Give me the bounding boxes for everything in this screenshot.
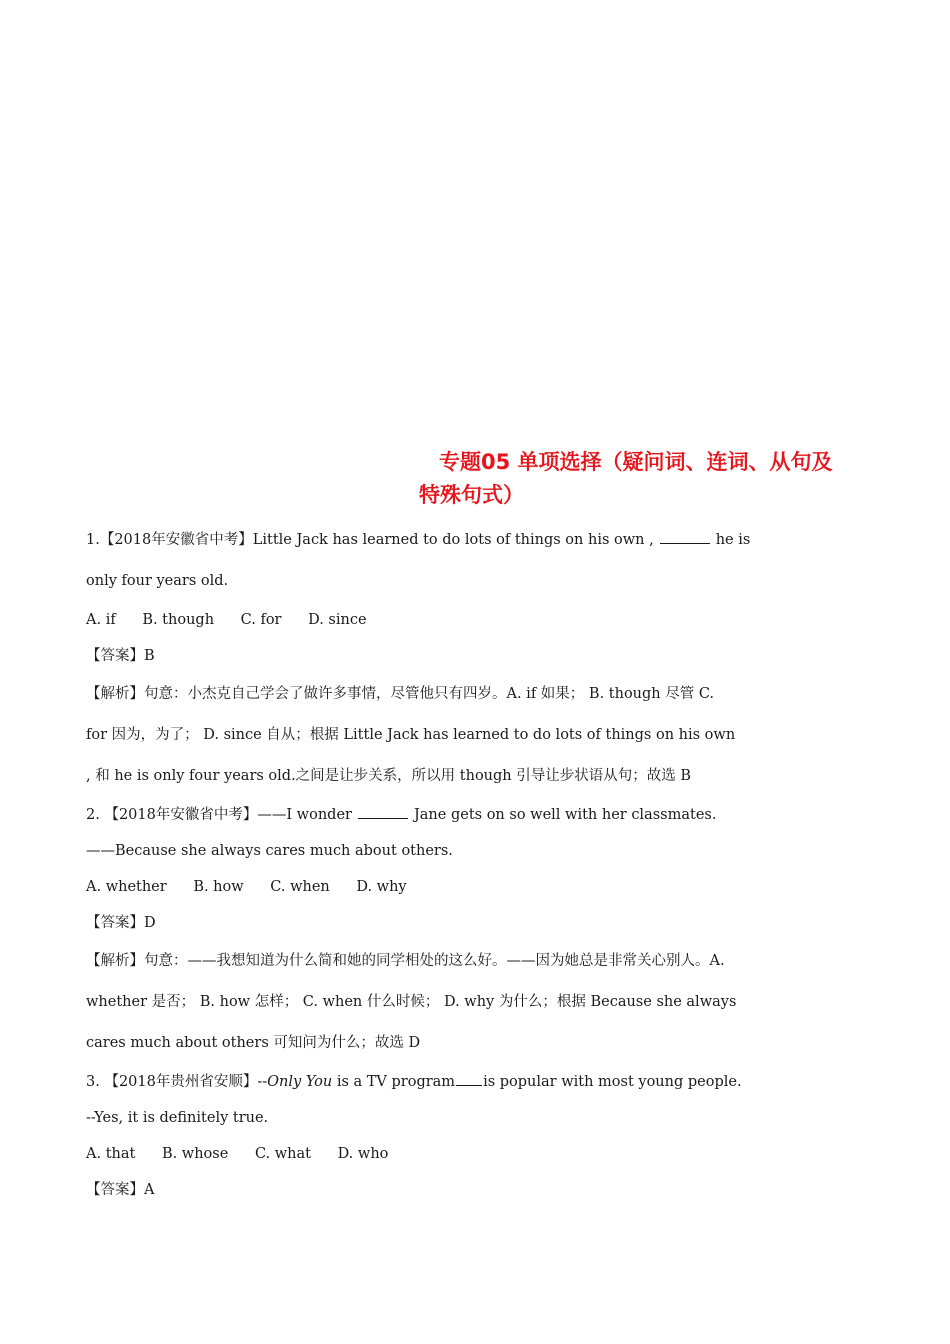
option-a: A. whether <box>86 879 167 895</box>
option-b: B. whose <box>161 1146 229 1162</box>
title-line-2: 特殊句式） <box>419 483 524 507</box>
question-1 <box>86 520 876 797</box>
answer-blank <box>456 1073 482 1086</box>
answer-blank <box>660 531 710 544</box>
question-1-options <box>86 602 876 638</box>
question-2-stem: 2. 【2018年安徽省中考】——I wonder Jane gets on so well with her classmates. <box>86 807 717 823</box>
question-2-explanation-1: 【解析】句意：——我想知道为什么简和她的同学相处的这么好。——因为她总是非常关心别人。A. <box>86 953 725 969</box>
question-2-options <box>86 869 876 905</box>
option-d: D. who <box>337 1146 389 1162</box>
question-2-stem-cont: ——Because she always cares much about others. <box>86 843 453 859</box>
question-2-explanation-3: cares much about others 可知问为什么；故选 D <box>86 1035 421 1051</box>
question-3-answer: 【答案】A <box>86 1182 155 1198</box>
question-1-explanation-3: , 和 he is only four years old.之间是让步关系，所以用 though 引导让步状语从句；故选 B <box>86 768 692 784</box>
question-3-stem: 3. 【2018年贵州省安顺】--Only You is a TV program is popular with most young people. <box>86 1074 742 1090</box>
question-2-answer: 【答案】D <box>86 915 156 931</box>
title-line-1: 专题05 单项选择（疑问词、连词、从句及 <box>439 450 833 474</box>
option-a: A. that <box>86 1146 136 1162</box>
answer-blank <box>358 806 408 819</box>
question-2 <box>86 797 876 1064</box>
question-list <box>86 520 876 1208</box>
question-2-explanation-2: whether 是否； B. how 怎样； C. when 什么时候； D. why 为什么；根据 Because she always <box>86 994 737 1010</box>
question-1-answer: 【答案】B <box>86 648 155 664</box>
document-title <box>419 446 869 512</box>
option-d: D. since <box>308 612 367 628</box>
option-d: D. why <box>356 879 407 895</box>
question-3-options <box>86 1136 876 1172</box>
question-3-stem-cont: --Yes, it is definitely true. <box>86 1110 269 1126</box>
question-1-explanation-2: for 因为，为了； D. since 自从；根据 Little Jack has learned to do lots of things on his own <box>86 727 736 743</box>
option-b: B. though <box>142 612 215 628</box>
question-1-explanation-1: 【解析】句意：小杰克自己学会了做许多事情，尽管他只有四岁。A. if 如果； B. though 尽管 C. <box>86 686 715 702</box>
option-c: C. what <box>254 1146 311 1162</box>
option-b: B. how <box>193 879 244 895</box>
option-c: C. when <box>270 879 330 895</box>
option-c: C. for <box>240 612 282 628</box>
program-title: Only You <box>267 1074 333 1090</box>
question-1-stem-cont: only four years old. <box>86 573 229 589</box>
option-a: A. if <box>86 612 116 628</box>
question-3 <box>86 1064 876 1208</box>
question-1-stem: 1.【2018年安徽省中考】Little Jack has learned to do lots of things on his own , he is <box>86 532 751 548</box>
